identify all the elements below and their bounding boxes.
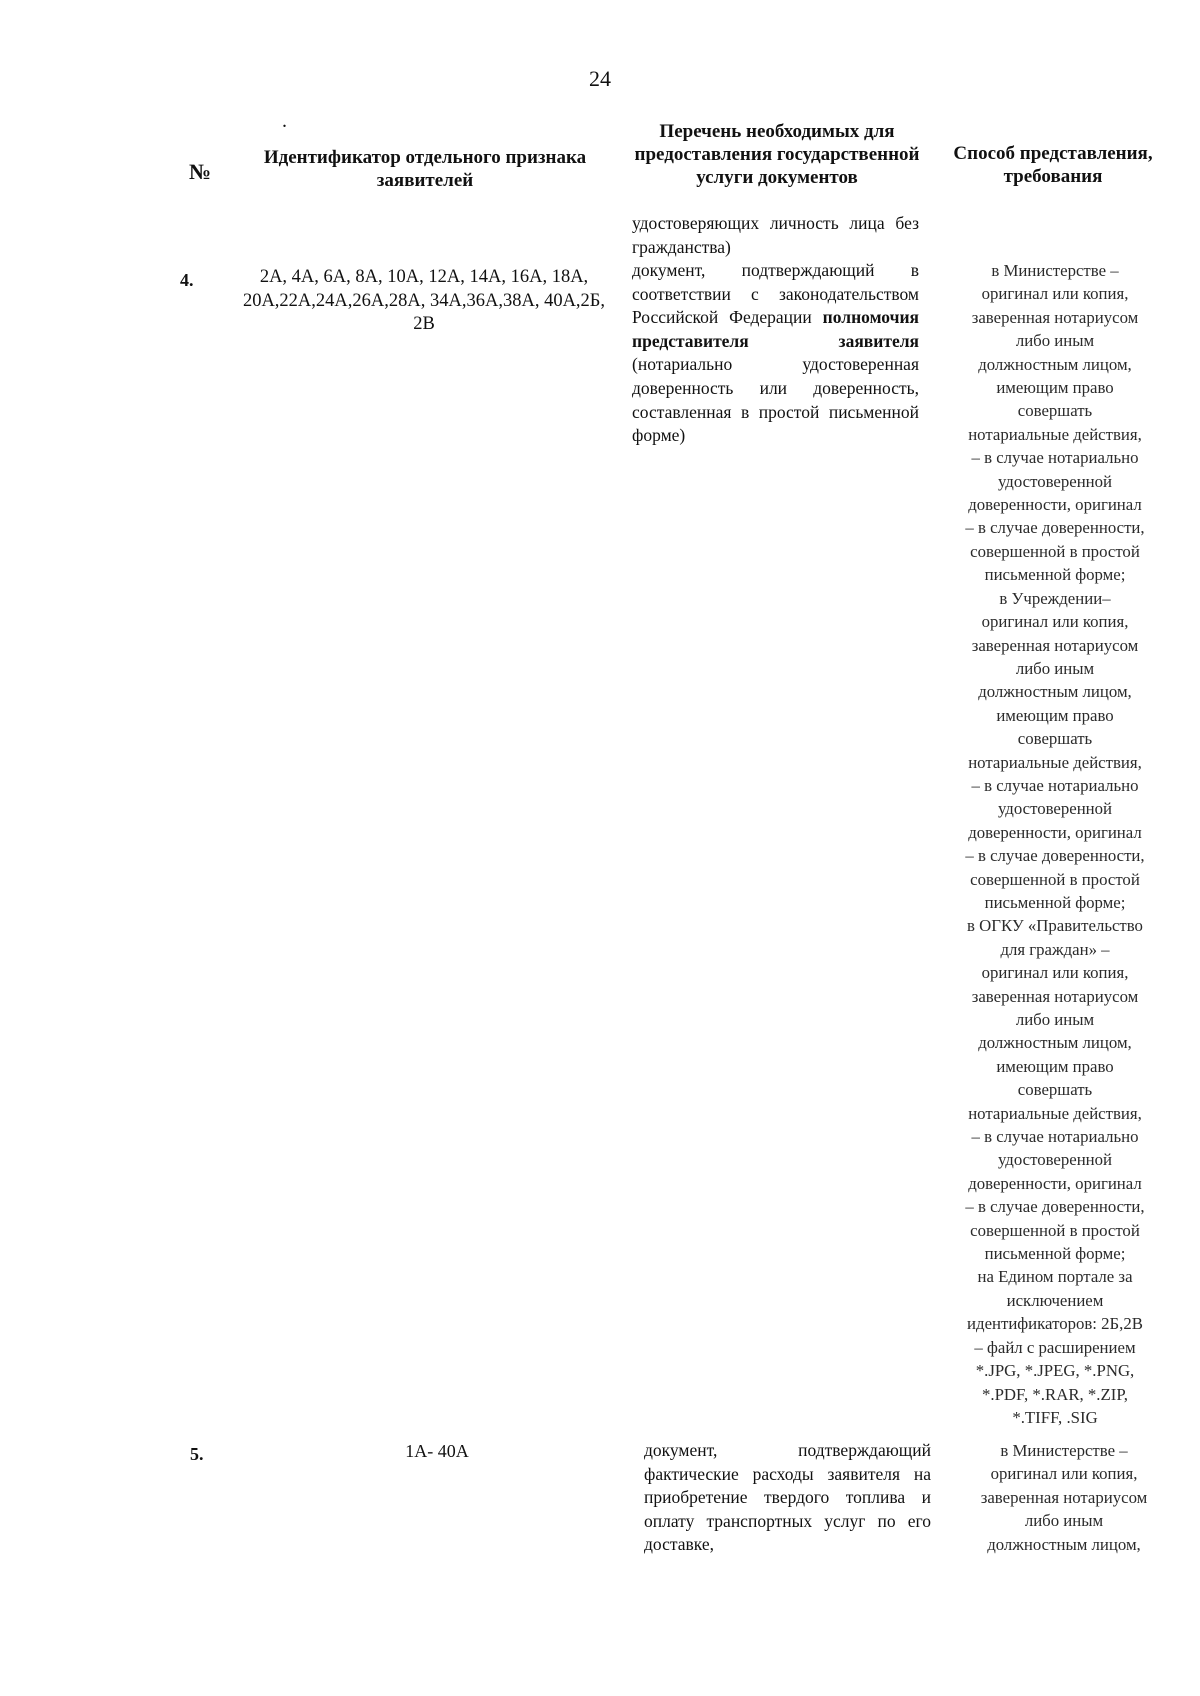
method-line: заверенная нотариусом bbox=[971, 635, 1139, 655]
method-line: либо иным bbox=[1015, 658, 1095, 678]
method-line: исключением bbox=[1006, 1290, 1104, 1310]
method-line: – в случае нотариально bbox=[971, 1127, 1139, 1147]
method-line: должностным лицом, bbox=[987, 1534, 1141, 1554]
method-line: должностным лицом, bbox=[978, 682, 1132, 702]
page-number: 24 bbox=[589, 66, 611, 91]
method-line: *.JPG, *.JPEG, *.PNG, bbox=[975, 1361, 1135, 1381]
method-line: либо иным bbox=[1015, 1010, 1095, 1029]
column-header-identifier: Идентификатор отдельного признака заявителей bbox=[263, 147, 587, 191]
method-line: либо иным bbox=[1024, 1511, 1104, 1531]
method-line: совершать bbox=[1017, 1080, 1093, 1100]
method-line: удостоверенной bbox=[997, 1150, 1113, 1170]
method-line: для граждан» – bbox=[1000, 939, 1110, 959]
method-line: письменной форме; bbox=[984, 565, 1126, 585]
column-header-method: Способ представления, требования bbox=[953, 143, 1153, 187]
method-line: имеющим право bbox=[996, 378, 1114, 398]
method-line: *.TIFF, .SIG bbox=[1012, 1407, 1098, 1427]
method-line: совершать bbox=[1017, 401, 1093, 421]
method-line: доверенности, оригинал bbox=[968, 822, 1142, 842]
method-line: нотариальные действия, bbox=[968, 752, 1142, 772]
method-line: нотариальные действия, bbox=[968, 424, 1142, 444]
method-line: – в случае нотариально bbox=[971, 775, 1139, 795]
method-line: имеющим право bbox=[996, 1056, 1114, 1076]
method-line: должностным лицом, bbox=[978, 1033, 1132, 1053]
method-line: – в случае доверенности, bbox=[965, 1197, 1145, 1217]
method-line: заверенная нотариусом bbox=[971, 307, 1139, 327]
document-text-bold: полномочия представителя заявителя bbox=[632, 307, 919, 351]
row-document: документ, подтверждающий фактические расходы заявителя на приобретение твердого топлива и оплату транспортных услуг по его доставке, bbox=[644, 1440, 931, 1555]
method-line: идентификаторов: 2Б,2В bbox=[967, 1314, 1143, 1334]
method-line: заверенная нотариусом bbox=[980, 1487, 1148, 1507]
method-line: либо иным bbox=[1015, 331, 1095, 351]
method-line: совершенной в простой bbox=[970, 541, 1140, 561]
method-line: – в случае доверенности, bbox=[965, 846, 1145, 866]
row-identifiers: 1А- 40А bbox=[405, 1441, 469, 1461]
method-line: нотариальные действия, bbox=[968, 1103, 1142, 1123]
stray-mark: . bbox=[282, 110, 287, 132]
method-line: должностным лицом, bbox=[978, 354, 1132, 374]
method-line: – в случае доверенности, bbox=[965, 518, 1145, 538]
method-line: в ОГКУ «Правительство bbox=[967, 916, 1143, 936]
method-line: в Министерстве – bbox=[1000, 1441, 1128, 1460]
row-number: 5. bbox=[190, 1444, 204, 1464]
method-line: доверенности, оригинал bbox=[968, 495, 1142, 515]
method-line: совершенной в простой bbox=[970, 1220, 1140, 1240]
method-line: оригинал или копия, bbox=[981, 284, 1129, 304]
column-header-number: № bbox=[188, 159, 212, 184]
method-line: доверенности, оригинал bbox=[968, 1173, 1142, 1193]
row-document bbox=[632, 259, 919, 448]
row-submission-method bbox=[948, 1439, 1180, 1556]
method-line: *.PDF, *.RAR, *.ZIP, bbox=[982, 1384, 1128, 1404]
method-line: удостоверенной bbox=[997, 471, 1113, 491]
document-text: документ, подтверждающий в соответствии с законодательством Российской Федерации bbox=[632, 260, 919, 328]
row-identifiers: 2А, 4А, 6А, 8А, 10А, 12А, 14А, 16А, 18А, 20А,22А,24А,26А,28А, 34А,36А,38А, 40А,2Б, 2В bbox=[242, 267, 606, 334]
method-line: письменной форме; bbox=[984, 1244, 1126, 1264]
row-submission-method bbox=[934, 259, 1176, 1429]
row-number: 4. bbox=[180, 270, 194, 290]
method-line: оригинал или копия, bbox=[981, 963, 1129, 983]
method-line: оригинал или копия, bbox=[981, 612, 1129, 632]
document-text: (нотариально удостоверенная доверенность или доверенность, составленная в простой письменной форме) bbox=[632, 354, 919, 446]
method-line: – в случае нотариально bbox=[971, 448, 1139, 468]
method-line: на Едином портале за bbox=[977, 1267, 1133, 1287]
method-line: заверенная нотариусом bbox=[971, 986, 1139, 1006]
method-line: письменной форме; bbox=[984, 892, 1126, 912]
column-header-documents: Перечень необходимых для предоставления государственной услуги документов bbox=[634, 121, 920, 188]
method-line: совершенной в простой bbox=[970, 869, 1140, 889]
method-line: – файл с расширением bbox=[974, 1337, 1136, 1357]
method-line: в Учреждении– bbox=[999, 588, 1111, 608]
method-line: удостоверенной bbox=[997, 799, 1113, 819]
method-line: оригинал или копия, bbox=[990, 1464, 1138, 1484]
method-line: имеющим право bbox=[996, 705, 1114, 725]
method-line: совершать bbox=[1017, 729, 1093, 749]
previous-row-continuation: удостоверяющих личность лица без гражданства) bbox=[632, 213, 919, 257]
method-line: в Министерстве – bbox=[991, 261, 1119, 280]
